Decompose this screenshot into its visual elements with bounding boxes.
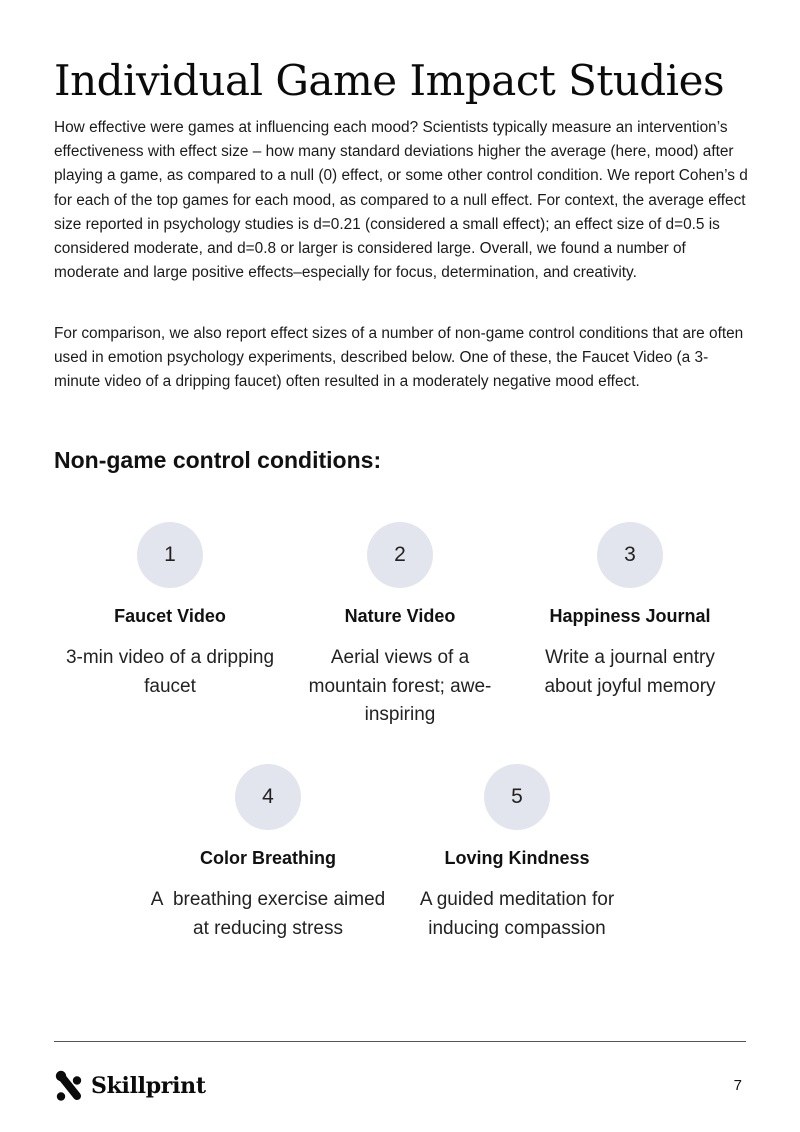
condition-loving-kindness [399,764,635,943]
condition-number-badge: 5 [484,764,550,830]
page-title: Individual Game Impact Studies [54,56,725,105]
section-heading: Non-game control conditions: [54,447,382,473]
condition-faucet-video [52,522,288,701]
condition-nature-video [282,522,518,730]
skillprint-logo-icon [54,1070,84,1102]
condition-description: Aerial views of a mountain forest; awe-inspiring [308,647,492,725]
condition-number-badge: 2 [367,522,433,588]
comparison-paragraph: For comparison, we also report effect sizes of a number of non-game control conditions that are often used in emotion psychology experiments, described below. One of these, the Faucet Video (a 3-minute video of a dripping faucet) often resulted in a moderately negative mood effect. [54,325,744,391]
condition-color-breathing [150,764,391,943]
condition-number-badge: 1 [137,522,203,588]
condition-description: A guided meditation for inducing compassion [419,889,615,939]
condition-number-badge: 4 [235,764,301,830]
condition-number-badge: 3 [597,522,663,588]
brand-name: Skillprint [91,1073,206,1099]
condition-title: Color Breathing [199,848,336,868]
condition-description: Write a journal entry about joyful memory [544,647,716,697]
skillprint-logo [54,1070,206,1102]
condition-title: Happiness Journal [549,606,711,626]
intro-paragraph: How effective were games at influencing each mood? Scientists typically measure an intervention’s effectiveness with effect size – how many standard deviations higher the average (here, mood) after playing a game, as compared to a null (0) effect, or some other control condition. We report Cohen’s d for each of the top games for each mood, as compared to a null effect. For context, the average effect size reported in psychology studies is d=0.21 (considered a small effect); an effect size of d=0.5 is considered moderate, and d=0.8 or larger is considered large. Overall, we found a number of moderate and large positive effects–especially for focus, determination, and creativity. [54,119,748,282]
condition-title: Loving Kindness [444,848,590,868]
condition-happiness-journal [512,522,748,701]
footer-divider [54,1041,746,1042]
condition-title: Faucet Video [114,606,226,626]
page-number: 7 [733,1077,742,1094]
condition-description: A breathing exercise aimed at reducing stress [150,889,391,939]
condition-description: 3-min video of a dripping faucet [65,647,275,697]
condition-title: Nature Video [344,606,456,626]
